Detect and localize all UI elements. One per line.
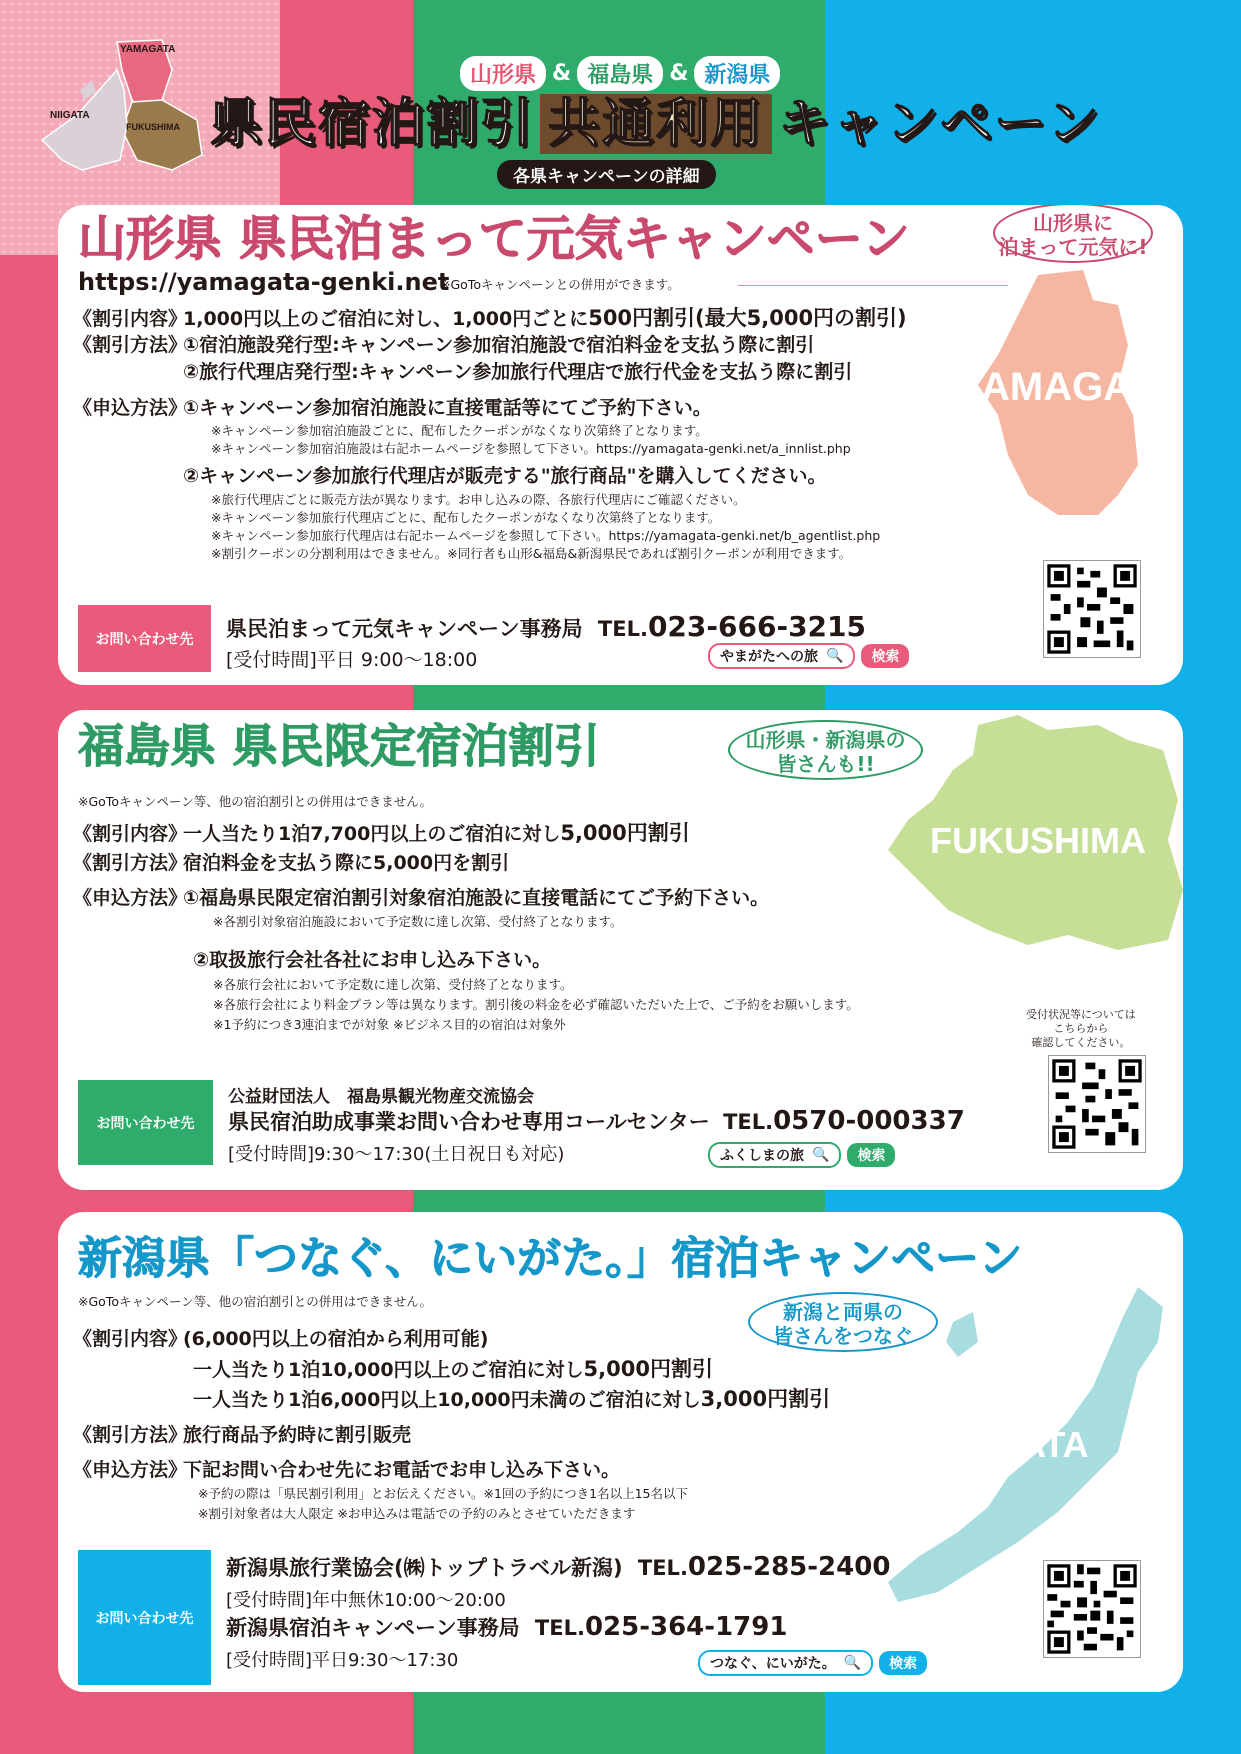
yamagata-contact-tel[interactable]: 023-666-3215 [647, 610, 867, 643]
divider [738, 285, 1008, 286]
yamagata-discount-text: 1,000円以上のご宿泊に対し、1,000円ごとに [183, 308, 589, 330]
niigata-search-text: つなぐ、にいがた。 [710, 1656, 836, 1672]
yamagata-discount-row [73, 305, 907, 332]
tel-prefix: TEL. [723, 1110, 774, 1134]
yamagata-apply-2-note: ※キャンペーン参加旅行代理店は右記ホームページを参照して下さい。https://yamagata-genki.net/b_agentlist.php [211, 528, 881, 543]
fukushima-search-button[interactable]: 検索 [847, 1143, 895, 1167]
fukushima-contact-org1: 公益財団法人 福島県観光物産交流協会 [228, 1087, 534, 1107]
yamagata-contact-org: 県民泊まって元気キャンペーン事務局 [226, 617, 583, 641]
header-amp: & [552, 61, 572, 86]
header-pref-yamagata: 山形県 [460, 56, 546, 91]
fukushima-contact-hours: [受付時間]9:30〜17:30(土日祝日も対応) [228, 1144, 565, 1165]
niigata-search-field[interactable] [698, 1650, 873, 1676]
header-prefectures [460, 56, 780, 91]
yamagata-title: 山形県 県民泊まって元気キャンペーン [78, 211, 910, 267]
fukushima-title: 福島県 県民限定宿泊割引 [78, 719, 601, 773]
niigata-discount-row [73, 1326, 488, 1352]
yamagata-method-row [73, 332, 814, 358]
niigata-contact-org1: 新潟県旅行業協会(㈱トップトラベル新潟) [226, 1556, 623, 1580]
yamagata-apply-row [73, 395, 712, 421]
niigata-apply-label: 《申込方法》 [73, 1459, 188, 1481]
title-part1: 県民宿泊割引 [210, 94, 535, 154]
niigata-search-button[interactable]: 検索 [879, 1651, 927, 1675]
yamagata-contact-label: お問い合わせ先 [78, 605, 211, 672]
fukushima-bubble [728, 720, 923, 780]
qr-caption-line: こちらから [1053, 1022, 1109, 1035]
yamagata-url[interactable]: https://yamagata-genki.net [78, 268, 450, 296]
fukushima-discount-label: 《割引内容》 [73, 823, 188, 845]
niigata-card [58, 1212, 1183, 1692]
niigata-contact-hours2: [受付時間]平日9:30〜17:30 [226, 1650, 459, 1671]
niigata-map-name: NIIGATA [946, 1424, 1089, 1465]
yamagata-bubble-line2: 泊まって元気に! [998, 235, 1148, 259]
fukushima-note: ※GoToキャンペーン等、他の宿泊割引との併用はできません。 [78, 794, 432, 809]
fukushima-method-label: 《割引方法》 [73, 852, 188, 874]
niigata-apply-note: ※割引対象者は大人限定 ※お申込みは電話での予約のみとさせていただきます [198, 1506, 636, 1521]
search-icon: 🔍 [843, 1655, 862, 1671]
yamagata-apply-1-note: ※キャンペーン参加宿泊施設ごとに、配布したクーポンがなくなり次第終了となります。 [211, 423, 708, 438]
yamagata-search-button[interactable]: 検索 [861, 644, 909, 668]
niigata-contact-tel1[interactable]: 025-285-2400 [687, 1552, 891, 1582]
niigata-discount-text2: 一人当たり1泊6,000円以上10,000円未満のご宿泊に対し [193, 1389, 701, 1411]
search-icon: 🔍 [812, 1147, 830, 1163]
tel-prefix: TEL. [597, 617, 648, 641]
fukushima-discount-bold: 5,000円割引 [560, 821, 690, 845]
niigata-contact-org2: 新潟県宿泊キャンペーン事務局 [226, 1616, 520, 1640]
fukushima-search-field[interactable] [708, 1142, 841, 1168]
page-subtitle: 各県キャンペーンの詳細 [497, 160, 716, 189]
fukushima-apply-2-note: ※1予約につき3連泊までが対象 ※ビジネス目的の宿泊は対象外 [213, 1017, 566, 1032]
title-part2: 共通利用 [540, 94, 772, 154]
yamagata-discount-label: 《割引内容》 [73, 308, 188, 330]
map-label-fukushima: FUKUSHIMA [126, 122, 180, 132]
fukushima-apply-2-note: ※各旅行会社において予定数に達し次第、受付終了となります。 [213, 977, 573, 992]
yamagata-apply-2: ②キャンペーン参加旅行代理店が販売する"旅行商品"を購入してください。 [183, 465, 827, 487]
niigata-contact-label: お問い合わせ先 [78, 1550, 211, 1685]
fukushima-bubble-line2: 皆さんも!! [776, 752, 875, 776]
niigata-discount-bold1: 5,000円割引 [583, 1357, 713, 1381]
fukushima-apply-row [73, 885, 769, 911]
fukushima-discount-text: 一人当たり1泊7,700円以上のご宿泊に対し [183, 823, 561, 845]
search-icon: 🔍 [826, 648, 844, 664]
niigata-apply-text: 下記お問い合わせ先にお電話でお申し込み下さい。 [183, 1459, 621, 1481]
yamagata-apply-2-note: ※旅行代理店ごとに販売方法が異なります。お申し込みの際、各旅行代理店にご確認ください。 [211, 492, 746, 507]
niigata-contact-line1 [226, 1552, 890, 1582]
header-pref-niigata: 新潟県 [694, 56, 780, 91]
fukushima-method-text: 宿泊料金を支払う際に5,000円を割引 [183, 852, 510, 874]
niigata-apply-note: ※予約の際は「県民割引利用」とお伝えください。※1回の予約につき1名以上15名以下 [198, 1486, 689, 1501]
yamagata-method-1: ①宿泊施設発行型:キャンペーン参加宿泊施設で宿泊料金を支払う際に割引 [183, 334, 815, 356]
niigata-discount-label: 《割引内容》 [73, 1328, 188, 1350]
header-amp: & [669, 61, 689, 86]
niigata-discount-bold2: 3,000円割引 [700, 1387, 831, 1411]
yamagata-apply-2-note: ※割引クーポンの分割利用はできません。※同行者も山形&福島&新潟県民であれば割引クーポンが利用できます。 [211, 546, 852, 561]
niigata-discount-row1 [193, 1356, 713, 1383]
niigata-contact-hours1: [受付時間]年中無休10:00〜20:00 [226, 1590, 506, 1611]
fukushima-qr-code[interactable] [1048, 1055, 1146, 1153]
niigata-apply-row [73, 1457, 620, 1483]
yamagata-apply-1-note: ※キャンペーン参加宿泊施設は右記ホームページを参照して下さい。https://yamagata-genki.net/a_innlist.php [211, 441, 851, 456]
fukushima-search-text: ふくしまの旅 [720, 1148, 804, 1164]
fukushima-method-row [73, 850, 509, 876]
niigata-discount-row2 [193, 1386, 830, 1413]
fukushima-contact-org2: 県民宿泊助成事業お問い合わせ専用コールセンター [228, 1110, 710, 1134]
yamagata-bubble-line1: 山形県に [1033, 211, 1113, 235]
yamagata-card [58, 205, 1183, 685]
page-title [210, 94, 1101, 154]
yamagata-search-text: やまがたへの旅 [720, 649, 818, 665]
three-prefecture-map-icon [22, 30, 212, 190]
yamagata-search [708, 643, 909, 669]
fukushima-apply-2-note: ※各旅行会社により料金プラン等は異なります。割引後の料金を必ず確認いただいた上で、ご予約をお願いします。 [213, 997, 859, 1012]
yamagata-contact-hours: [受付時間]平日 9:00〜18:00 [226, 649, 478, 671]
yamagata-qr-code[interactable] [1043, 560, 1141, 658]
fukushima-qr-caption [1026, 1008, 1136, 1050]
fukushima-apply-1-note: ※各割引対象宿泊施設において予定数に達し次第、受付終了となります。 [213, 914, 623, 929]
yamagata-discount-bold: 500円割引(最大5,000円の割引) [588, 306, 907, 330]
fukushima-card [58, 710, 1183, 1190]
niigata-method-row [73, 1422, 411, 1448]
yamagata-contact-line [226, 610, 866, 643]
fukushima-contact-line [228, 1106, 965, 1136]
qr-caption-line: 確認してください。 [1031, 1036, 1131, 1049]
niigata-note: ※GoToキャンペーン等、他の宿泊割引との併用はできません。 [78, 1294, 432, 1309]
map-label-niigata: NIIGATA [50, 110, 90, 121]
niigata-qr-code[interactable] [1043, 1560, 1141, 1658]
yamagata-search-field[interactable] [708, 643, 855, 669]
header-pref-fukushima: 福島県 [577, 56, 663, 91]
niigata-search [698, 1650, 927, 1676]
fukushima-apply-label: 《申込方法》 [73, 887, 188, 909]
fukushima-contact-tel[interactable]: 0570-000337 [773, 1106, 965, 1136]
niigata-discount-text1: 一人当たり1泊10,000円以上のご宿泊に対し [193, 1359, 584, 1381]
niigata-contact-tel2[interactable]: 025-364-1791 [584, 1612, 788, 1642]
yamagata-apply-2-note: ※キャンペーン参加旅行代理店ごとに、配布したクーポンがなくなり次第終了となります。 [211, 510, 721, 525]
niigata-method-label: 《割引方法》 [73, 1424, 188, 1446]
fukushima-apply-2: ②取扱旅行会社各社にお申し込み下さい。 [193, 949, 552, 971]
fukushima-discount-row [73, 820, 690, 847]
yamagata-method-2: ②旅行代理店発行型:キャンペーン参加旅行代理店で旅行代金を支払う際に割引 [183, 361, 853, 383]
yamagata-apply-1: ①キャンペーン参加宿泊施設に直接電話等にてご予約下さい。 [183, 397, 712, 419]
fukushima-contact-label: お問い合わせ先 [78, 1080, 213, 1165]
yamagata-map-name: YAMAGATA [958, 365, 1180, 409]
niigata-title: 新潟県「つなぐ、にいがた。」宿泊キャンペーン [78, 1233, 1023, 1284]
fukushima-apply-1: ①福島県民限定宿泊割引対象宿泊施設に直接電話にてご予約下さい。 [183, 887, 770, 909]
niigata-discount-text0: (6,000円以上の宿泊から利用可能) [183, 1328, 489, 1350]
yamagata-url-note: ※GoToキャンペーンとの併用ができます。 [440, 277, 680, 292]
yamagata-apply-label: 《申込方法》 [73, 397, 188, 419]
niigata-method-text: 旅行商品予約時に割引販売 [183, 1424, 412, 1446]
tel-prefix: TEL. [637, 1556, 688, 1580]
title-part3: キャンペーン [778, 94, 1101, 154]
yamagata-method-label: 《割引方法》 [73, 334, 188, 356]
fukushima-search [708, 1142, 895, 1168]
niigata-bubble-line1: 新潟と両県の [783, 1300, 903, 1324]
fukushima-map-name: FUKUSHIMA [930, 820, 1146, 861]
map-label-yamagata: YAMAGATA [120, 44, 176, 55]
niigata-bubble-line2: 皆さんをつなぐ [773, 1324, 913, 1348]
niigata-contact-line2 [226, 1612, 787, 1642]
yamagata-bubble [993, 205, 1153, 263]
fukushima-bubble-line1: 山形県・新潟県の [745, 728, 906, 752]
tel-prefix: TEL. [534, 1616, 585, 1640]
qr-caption-line: 受付状況等については [1026, 1008, 1136, 1021]
niigata-bubble [748, 1292, 938, 1352]
